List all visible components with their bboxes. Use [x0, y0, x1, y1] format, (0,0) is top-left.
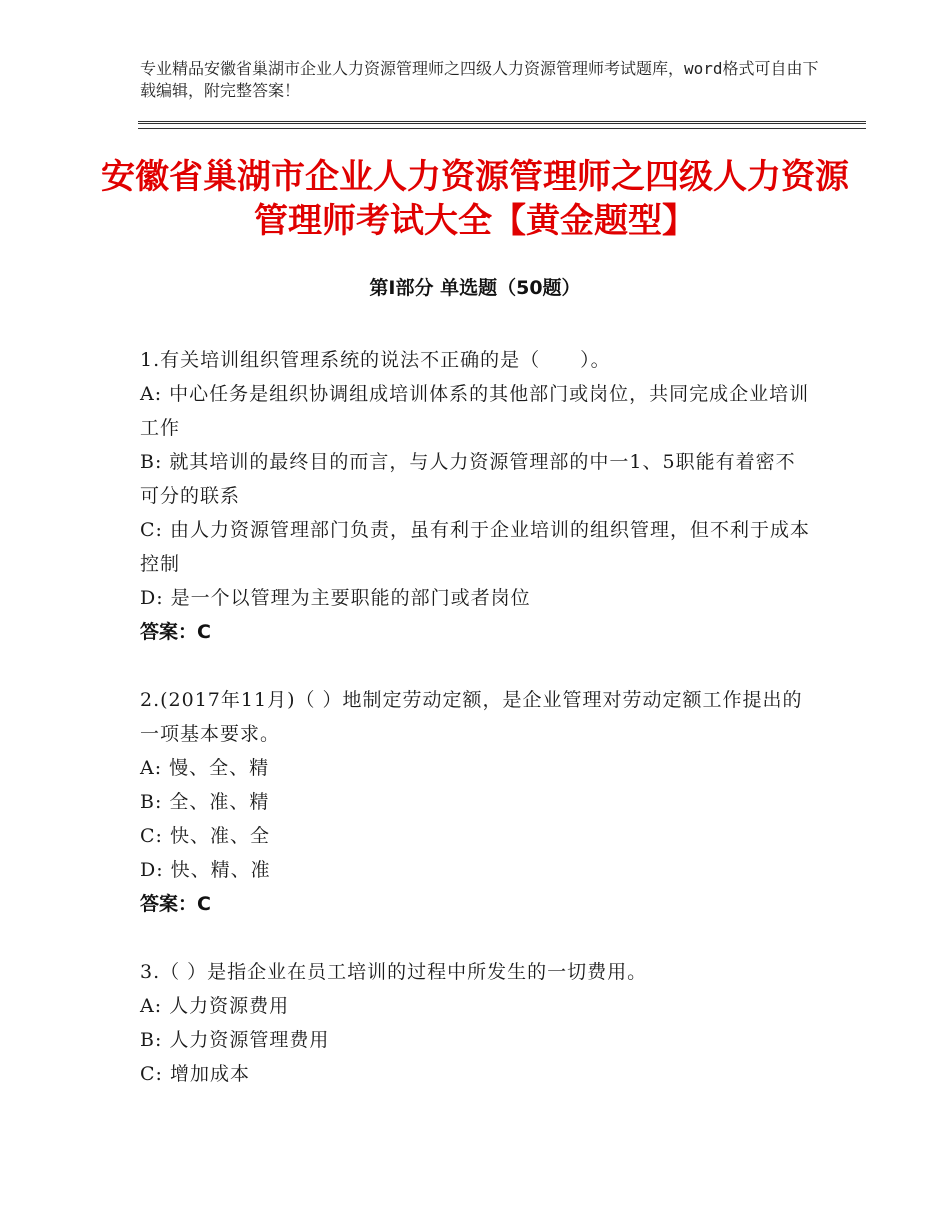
answer-line: 答案：C — [140, 893, 211, 915]
header-divider-thin — [138, 128, 866, 129]
option-b: B: 人力资源管理费用 — [140, 1029, 330, 1051]
section-title: 第Ⅰ部分 单选题（50题） — [369, 277, 581, 299]
answer-line: 答案：C — [140, 621, 211, 643]
option-c: C: 增加成本 — [140, 1063, 250, 1085]
question-1 — [140, 343, 810, 649]
header-divider — [138, 121, 866, 124]
question-3 — [140, 955, 810, 1091]
option-b: B: 就其培训的最终目的而言，与人力资源管理部的中一1、5职能有着密不可分的联系 — [140, 451, 796, 507]
option-c: C: 快、准、全 — [140, 825, 270, 847]
question-list — [140, 343, 810, 1125]
question-stem: 2.(2017年11月)（ ）地制定劳动定额，是企业管理对劳动定额工作提出的一项基本要求。 — [140, 689, 803, 745]
question-stem: 3.（ ）是指企业在员工培训的过程中所发生的一切费用。 — [140, 961, 648, 983]
option-d: D: 快、精、准 — [140, 859, 271, 881]
question-stem: 1.有关培训组织管理系统的说法不正确的是（ ）。 — [140, 349, 611, 371]
option-a: A: 人力资源费用 — [140, 995, 290, 1017]
option-a: A: 慢、全、精 — [140, 757, 270, 779]
header-note: 专业精品安徽省巢湖市企业人力资源管理师之四级人力资源管理师考试题库，word格式可自由下载编辑，附完整答案！ — [140, 59, 819, 100]
option-c: C: 由人力资源管理部门负责，虽有利于企业培训的组织管理，但不利于成本控制 — [140, 519, 810, 575]
option-b: B: 全、准、精 — [140, 791, 270, 813]
option-d: D: 是一个以管理为主要职能的部门或者岗位 — [140, 587, 531, 609]
option-a: A: 中心任务是组织协调组成培训体系的其他部门或岗位，共同完成企业培训工作 — [140, 383, 810, 439]
document-title: 安徽省巢湖市企业人力资源管理师之四级人力资源管理师考试大全【黄金题型】 — [101, 157, 849, 241]
question-2 — [140, 683, 810, 921]
